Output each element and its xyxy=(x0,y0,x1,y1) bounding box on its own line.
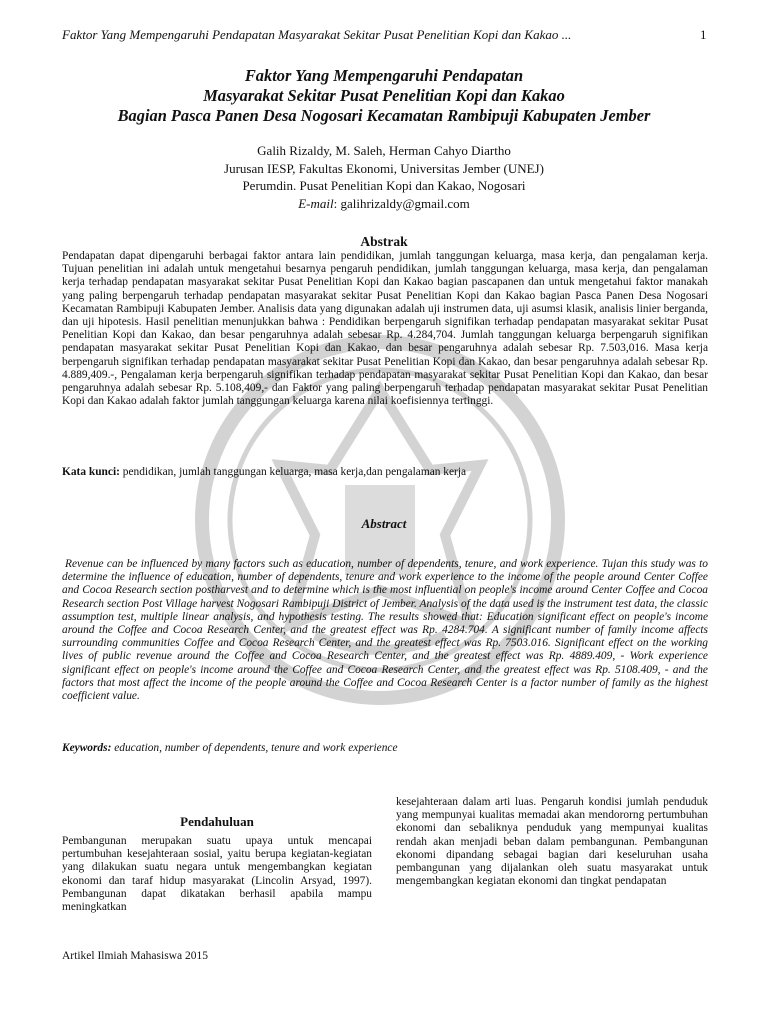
footer-text: Artikel Ilmiah Mahasiswa 2015 xyxy=(62,950,208,962)
author-names: Galih Rizaldy, M. Saleh, Herman Cahyo Diartho xyxy=(257,143,511,158)
abstrak-text: Pendapatan dapat dipengaruhi berbagai faktor antara lain pendidikan, jumlah tanggungan keluarga, masa kerja, dan pengalaman kerja. Tujuan penelitian ini adalah untuk mengetahui besarnya pengaruh pendidikan, jumlah tanggungan keluarga, masa kerja, dan pengalaman kerja terhadap pendapatan masyarakat sekitar Pusat Penelitian Kopi dan Kakao bagian pascapanen dan untuk mengetahui faktor manakah yang paling berpengaruh terhadap pendapatan masyarakat sekitar Pusat Penelitian Kopi dan Kakao bagian Pasca Panen Desa Nogosari Kecamatan Rambipuji Kabupaten Jember. Analisis data yang digunakan adalah uji instrumen data, uji asumsi klasik, analisis linier berganda, dan uji hipotesis. Hasil penelitian menunjukkan bahwa : Pendidikan berpengaruh signifikan terhadap pendapatan masyarakat sekitar Pusat Penelitian Kopi dan Kakao, dan besar pengaruhnya adalah sebesar Rp. 4.284,704. Jumlah tanggungan keluarga berpengaruh signifikan pendapatan masyarakat sekitar Pusat Penelitian Kopi dan Kakao, dan besar pengaruhnya adalah sebesar Rp. 7.503,016. Masa kerja berpengaruh signifikan terhadap pendapatan masyarakat sekitar Pusat Penelitian Kopi dan Kakao, dan besar pengaruhnya adalah sebesar Rp. 4.889,409.-, Pengalaman kerja berpengaruh signifikan terhadap pendapatan masyarakat sekitar Pusat Penelitian Kopi dan Kakao, dan besar pengaruhnya adalah sebesar Rp. 5.108,409,- dan Faktor yang paling berpengaruh terhadap pendapatan masyarakat sekitar Pusat Penelitian Kopi dan Kakao adalah faktor jumlah tanggungan keluarga karena nilai koefisiennya tertinggi. xyxy=(62,250,708,408)
keywords-label: Keywords: xyxy=(62,742,112,754)
title-line-2: Masyarakat Sekitar Pusat Penelitian Kopi dan Kakao xyxy=(203,86,565,105)
kata-kunci-label: Kata kunci: xyxy=(62,466,120,478)
abstract-text: Revenue can be influenced by many factors such as education, number of dependents, tenure, and work experience. Tujan this study was to determine the influence of education, number of dependents, tenure and work experience to the income of the people around Center Coffee and Cocoa Research section postharvest and to determine which is the most influential on people's income around Center Coffee and Cocoa Research section Post Village harvest Nogosari Rambipuji District of Jember. Analysis of the data used is the instrument test data, the classic assumption test, multiple linear analysis, and hypothesis testing. The results showed that: Education significant effect on people's income around the Coffee and Cocoa Research Center, and the greatest effect was Rp. 4284.704. A significant number of family income affects surrounding communities Coffee and Cocoa Research Center, and the greatest effect was Rp. 7503.016. Significant effect on the working lives of public revenue around the Coffee and Cocoa Research Center, and the greatest effect was Rp. 4889.409, - Work experience significant effect on people's income around the Coffee and Cocoa Research Center, and the greatest effect was Rp. 5108.409, - and the factors that most affect the income of the people around the Coffee and Cocoa Research Center is a factor number of family as the highest coefficient value. xyxy=(62,558,708,703)
kata-kunci xyxy=(62,466,708,478)
running-header: Faktor Yang Mempengaruhi Pendapatan Masyarakat Sekitar Pusat Penelitian Kopi dan Kakao ... xyxy=(62,27,572,42)
author-block xyxy=(40,142,728,212)
introduction-left-column: Pembangunan merupakan suatu upaya untuk mencapai pertumbuhan kesejahteraan sosial, yaitu berupa kegiatan-kegiatan yang dilakukan suatu negara untuk mengembangkan kegiatan ekonomi dan taraf hidup masyarakat (Lincolin Arsyad, 1997). Pembangunan dapat dikatakan berhasil apabila mampu meningkatkan xyxy=(62,835,372,914)
email-label: E-mail xyxy=(298,195,334,211)
keywords-text: education, number of dependents, tenure and work experience xyxy=(111,742,398,754)
abstract-heading: Abstract xyxy=(361,516,407,531)
title-line-3: Bagian Pasca Panen Desa Nogosari Kecamatan Rambipuji Kabupaten Jember xyxy=(117,106,651,125)
kata-kunci-text: pendidikan, jumlah tanggungan keluarga, masa kerja,dan pengalaman kerja xyxy=(119,466,467,478)
author-affiliation: Jurusan IESP, Fakultas Ekonomi, Universitas Jember (UNEJ) xyxy=(224,160,544,176)
paper-title xyxy=(40,66,728,126)
abstrak-heading: Abstrak xyxy=(360,234,408,249)
email-address: : galihrizaldy@gmail.com xyxy=(333,195,470,211)
keywords xyxy=(62,742,708,754)
author-email xyxy=(40,195,728,213)
page-number: 1 xyxy=(700,27,707,42)
title-line-1: Faktor Yang Mempengaruhi Pendapatan xyxy=(244,66,524,85)
introduction-right-column: kesejahteraan dalam arti luas. Pengaruh kondisi jumlah penduduk yang mempunyai kualitas memadai akan mendororng pertumbuhan ekonomi dan sebaliknya penduduk yang mempunyai kualitas rendah akan menjadi beban dalam pembangunan. Pembangunan ekonomi dipandang sebagai bagian dari keseluruhan usaha pembangunan yang dijalankan oleh suatu masyarakat untuk mengembangkan kegiatan ekonomi dan tingkat pendapatan xyxy=(396,796,708,888)
author-address: Perumdin. Pusat Penelitian Kopi dan Kakao, Nogosari xyxy=(242,178,526,193)
introduction-heading: Pendahuluan xyxy=(180,814,254,829)
